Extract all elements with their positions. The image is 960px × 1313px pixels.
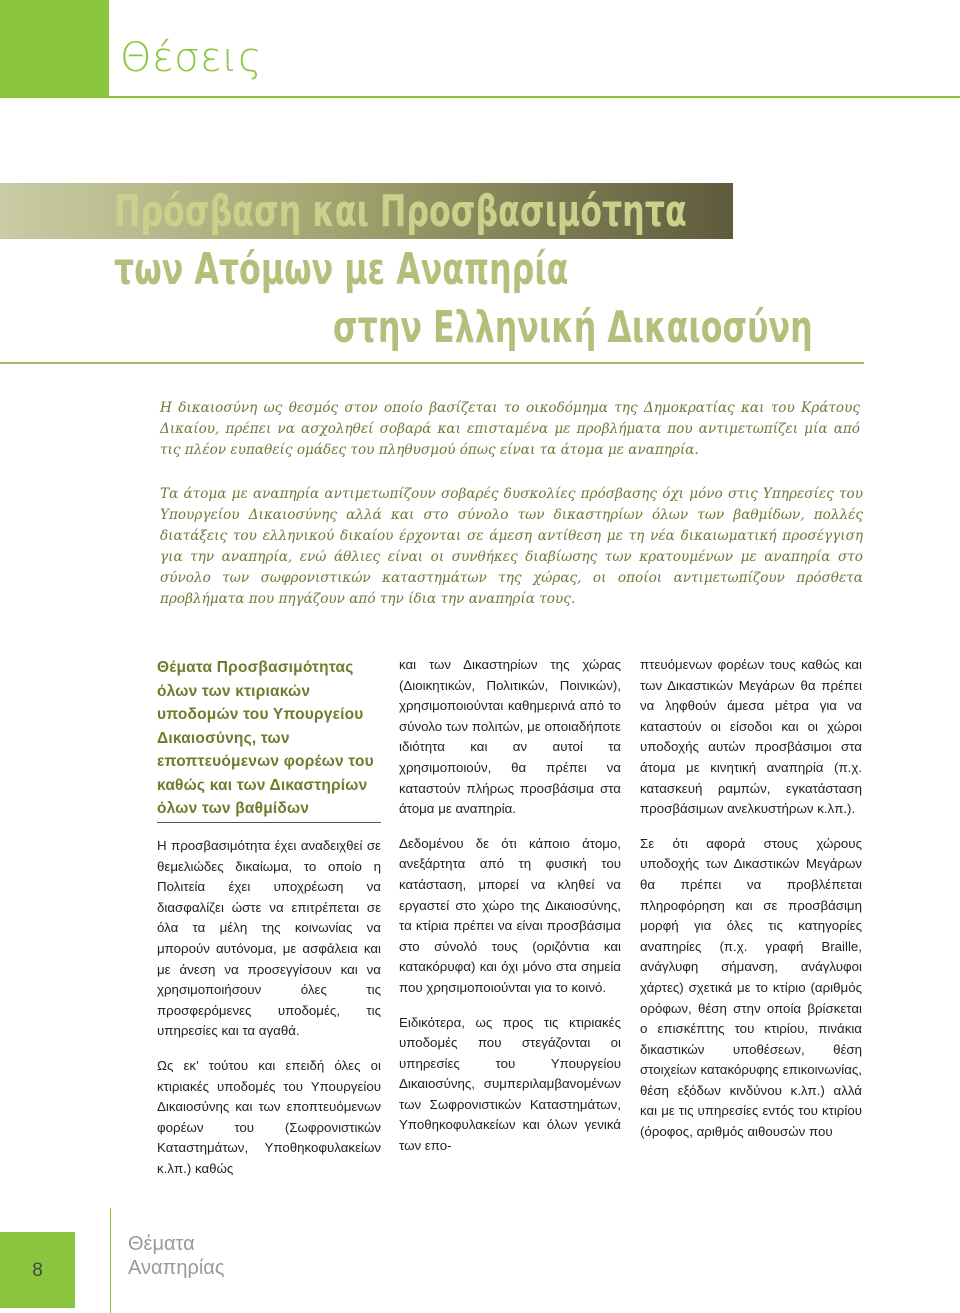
footer-publication-line-1: Θέματα — [128, 1233, 195, 1255]
page-number: 8 — [32, 1260, 43, 1281]
header-green-block — [0, 0, 109, 98]
footer-publication-line-2: Αναπηρίας — [128, 1257, 225, 1279]
column-3-paragraph-1: πτευόμενων φορέων τους καθώς και των Δικαστικών Μεγάρων θα πρέπει να ληφθούν άμεσα μέτρα για να καταστούν οι είσοδοι και οι χώροι υποδοχής αυτών προσβάσιμοι στα άτομα με κινητική αναπηρία (π.χ. κατασκευή ραμπών, εγκατάσταση προσβάσιμων ανελκυστήρων κ.λπ.). — [640, 657, 862, 817]
article-title-line-2: των Ατόμων με Αναπηρία — [114, 244, 569, 295]
title-rule — [0, 362, 864, 364]
column-2-paragraph-2: Δεδομένου δε ότι κάποιο άτομο, ανεξάρτητα από τη φυσική του κατάσταση, μπορεί να κληθεί να εργαστεί στο χώρο της Δικαιοσύνης, τα κτίρια πρέπει να είναι προσβάσιμα στο σύνολό τους (οριζόντια και κατακόρυφα) και όχι μόνο στα σημεία που χρησιμοποιούνται για το κοινό. — [399, 835, 621, 995]
column-2-paragraph-3: Ειδικότερα, ως προς τις κτιριακές υποδομές που στεγάζονται οι υπηρεσίες του Υπουργείου Δικαιοσύνης, συμπεριλαμβανομένων των Σωφρονιστικών Καταστημάτων, Υποθηκοφυλακείων και όλων γενικά των επο- — [399, 1014, 621, 1154]
column-1-paragraph-2: Ως εκ’ τούτου και επειδή όλες οι κτιριακές υποδομές του Υπουργείου Δικαιοσύνης και των εποπτευόμενων φορέων του (Σωφρονιστικών Καταστημάτων, Υποθηκοφυλακείων κ.λπ.) καθώς — [157, 1057, 381, 1176]
header-rule — [109, 96, 960, 98]
column-3-paragraph-2: Σε ότι αφορά στους χώρους υποδοχής των Δικαστικών Μεγάρων θα πρέπει να προβλέπεται πληροφόρηση και σε προσβάσιμη μορφή για όλες τις κατηγορίες αναπηρίες (π.χ. γραφή Braille, ανάγλυφη σήμανση, ανάγλυφοι χάρτες) σχετικά με το κτίριο (αριθμός ορόφων, θέση στην οποία βρίσκεται ο επισκέπτης του κτιρίου, πινάκια δικαστικών υποθέσεων, θέση στοιχείων κατακόρυφης επικοινωνίας, θέση εξόδων κινδύνου κ.λπ.) αλλά και με τις υπηρεσίες εντός του κτιρίου (όροφος, αριθμός αιθουσών που — [640, 835, 862, 1140]
article-title-line-1: Πρόσβαση και Προσβασιμότητα — [114, 186, 687, 237]
footer-divider — [110, 1208, 111, 1313]
intro-paragraph-1: Η δικαιοσύνη ως θεσμός στον οποίο βασίζεται το οικοδόμημα της Δημοκρατίας και του Κράτους Δικαίου, πρέπει να ασχοληθεί σοβαρά και επισταμένα με προβλήματα που αντιμετωπίζει μία από τις πλέον ευπαθείς ομάδες του πληθυσμού όπως είναι τα άτομα με αναπηρία. — [160, 400, 860, 458]
article-title-line-3: στην Ελληνική Δικαιοσύνη — [333, 302, 813, 353]
subheading-rule — [157, 822, 381, 823]
column-1-paragraph-1: Η προσβασιμότητα έχει αναδειχθεί σε θεμελιώδες δικαίωμα, το οποίο η Πολιτεία έχει υποχρέωση να διασφαλίζει ώστε να επιτρέπεται σε όλα τα μέλη της κοινωνίας να μπορούν αυτόνομα, με ασφάλεια και με άνεση να προσεγγίσουν και να χρησιμοποιήσουν όλες τις προσφερόμενες υποδομές, τις υπηρεσίες και τα αγαθά. — [157, 838, 381, 1039]
column-2-paragraph-1: και των Δικαστηρίων της χώρας (Διοικητικών, Πολιτικών, Ποινικών), χρησιμοποιούνται καθημερινά από το σύνολο των πολιτών, με οποιαδήποτε ιδιότητα και αν αυτοί τα χρησιμοποιούν, θα πρέπει να καταστούν πλήρως προσβάσιμα στα άτομα με αναπηρία. — [399, 657, 621, 817]
column-3 — [640, 655, 862, 1157]
intro-paragraph-2: Τα άτομα με αναπηρία αντιμετωπίζουν σοβαρές δυσκολίες πρόσβασης όχι μόνο στις Υπηρεσίες του Υπουργείου Δικαιοσύνης αλλά και στο σύνολο των δικαστηρίων όλων των βαθμίδων, πολλές διατάξεις του ελληνικού δικαίου έρχονται σε άμεση αντίθεση με τη νέα δικαιωματική προσέγγιση για την αναπηρία, ενώ άθλιες είναι οι συνθήκες διαβίωσης των κρατουμένων με αναπηρία στο σύνολο των σωφρονιστικών καταστημάτων της χώρας, οι οποίοι αντιμετωπίζουν πρόσθετα προβλήματα που πηγάζουν από την ίδια την αναπηρία τους. — [160, 486, 863, 607]
column-2 — [399, 655, 621, 1171]
subheading: Θέματα Προσβασιμότητας όλων των κτιριακών υποδομών του Υπουργείου Δικαιοσύνης, των εποπτευόμενων φορέων του καθώς και των Δικαστηρίων όλων των βαθμίδων — [157, 659, 374, 817]
column-1 — [157, 836, 381, 1194]
section-title: Θέσεις — [120, 35, 263, 81]
